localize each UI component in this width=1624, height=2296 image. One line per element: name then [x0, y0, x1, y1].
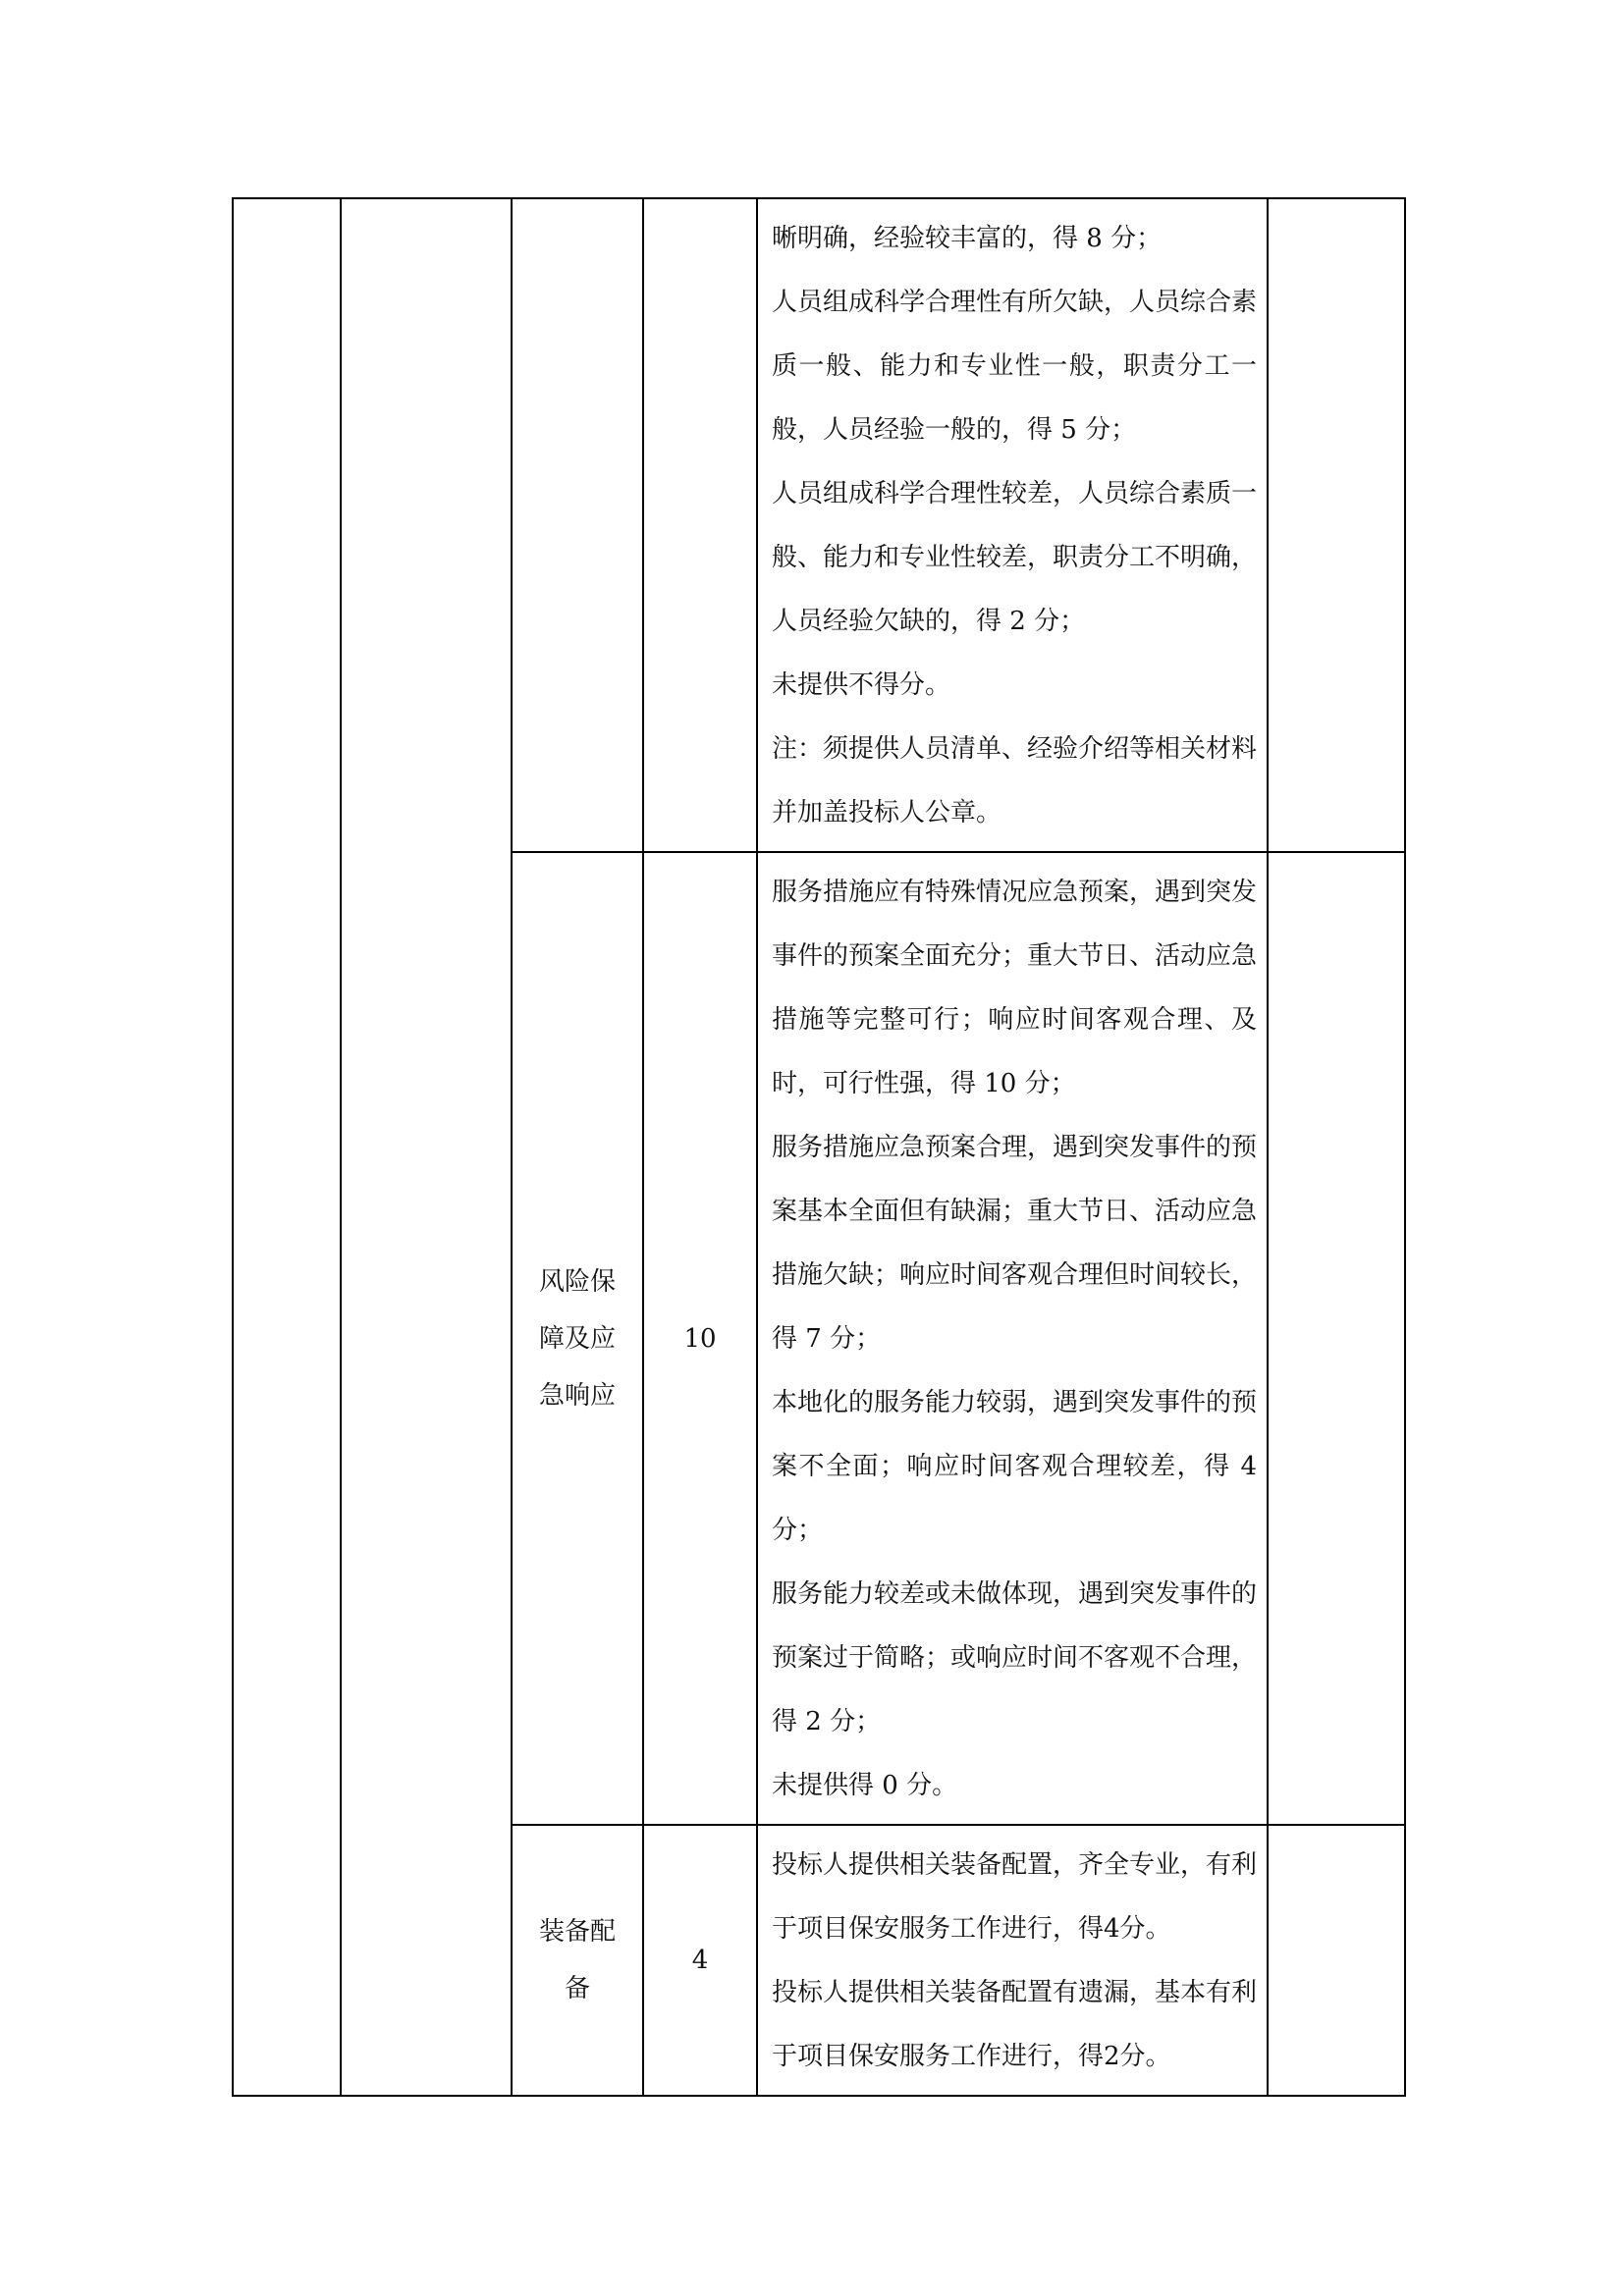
- criteria-line: 服务能力较差或未做体现，遇到突发事件的预案过于简略；或响应时间不客观不合理，得 2 分；: [772, 1579, 1258, 1736]
- remarks-cell: [1268, 1825, 1405, 2096]
- scoring-table: [232, 197, 1406, 2097]
- item-score: 4: [691, 1946, 709, 1975]
- criteria-line: 注：须提供人员清单、经验介绍等相关材料并加盖投标人公章。: [772, 734, 1258, 828]
- criteria-line: 服务措施应有特殊情况应急预案，遇到突发事件的预案全面充分；重大节日、活动应急措施等完整可行；响应时间客观合理、及时，可行性强，得 10 分；: [772, 878, 1258, 1098]
- subcategory-cell: [341, 198, 512, 2096]
- item-score-cell: [643, 852, 757, 1825]
- item-name: 装备配备: [538, 1917, 616, 2003]
- criteria-cell: [757, 1825, 1268, 2096]
- item-name-cell: [512, 852, 643, 1825]
- item-score-cell: [643, 198, 757, 852]
- criteria-line: 投标人提供相关装备配置，齐全专业，有利于项目保安服务工作进行，得4分。: [772, 1850, 1258, 1944]
- item-name-cell: [512, 1825, 643, 2096]
- item-score: 10: [683, 1323, 717, 1354]
- item-name: 风险保障及应急响应: [538, 1266, 616, 1411]
- table-row: [233, 198, 1405, 852]
- criteria-line: 本地化的服务能力较弱，遇到突发事件的预案不全面；响应时间客观合理较差，得 4 分；: [772, 1388, 1266, 1545]
- criteria-line: 投标人提供相关装备配置有遗漏，基本有利于项目保安服务工作进行，得2分。: [772, 1978, 1258, 2071]
- criteria-line: 未提供不得分。: [772, 670, 951, 700]
- criteria-line: 服务措施应急预案合理，遇到突发事件的预案基本全面但有缺漏；重大节日、活动应急措施欠缺；响应时间客观合理但时间较长，得 7 分；: [772, 1133, 1258, 1354]
- criteria-line: 人员组成科学合理性较差，人员综合素质一般、能力和专业性较差，职责分工不明确，人员经验欠缺的，得 2 分；: [772, 479, 1258, 636]
- category-cell: [233, 198, 341, 2096]
- item-score-cell: [643, 1825, 757, 2096]
- remarks-cell: [1268, 852, 1405, 1825]
- remarks-cell: [1268, 198, 1405, 852]
- criteria-line: 未提供得 0 分。: [772, 1771, 958, 1800]
- criteria-cell: [757, 198, 1268, 852]
- criteria-cell: [757, 852, 1268, 1825]
- criteria-line: 人员组成科学合理性有所欠缺，人员综合素质一般、能力和专业性一般，职责分工一般，人员经验一般的，得 5 分；: [772, 288, 1258, 445]
- criteria-line: 晰明确，经验较丰富的，得 8 分；: [772, 224, 1163, 253]
- item-name-cell: [512, 198, 643, 852]
